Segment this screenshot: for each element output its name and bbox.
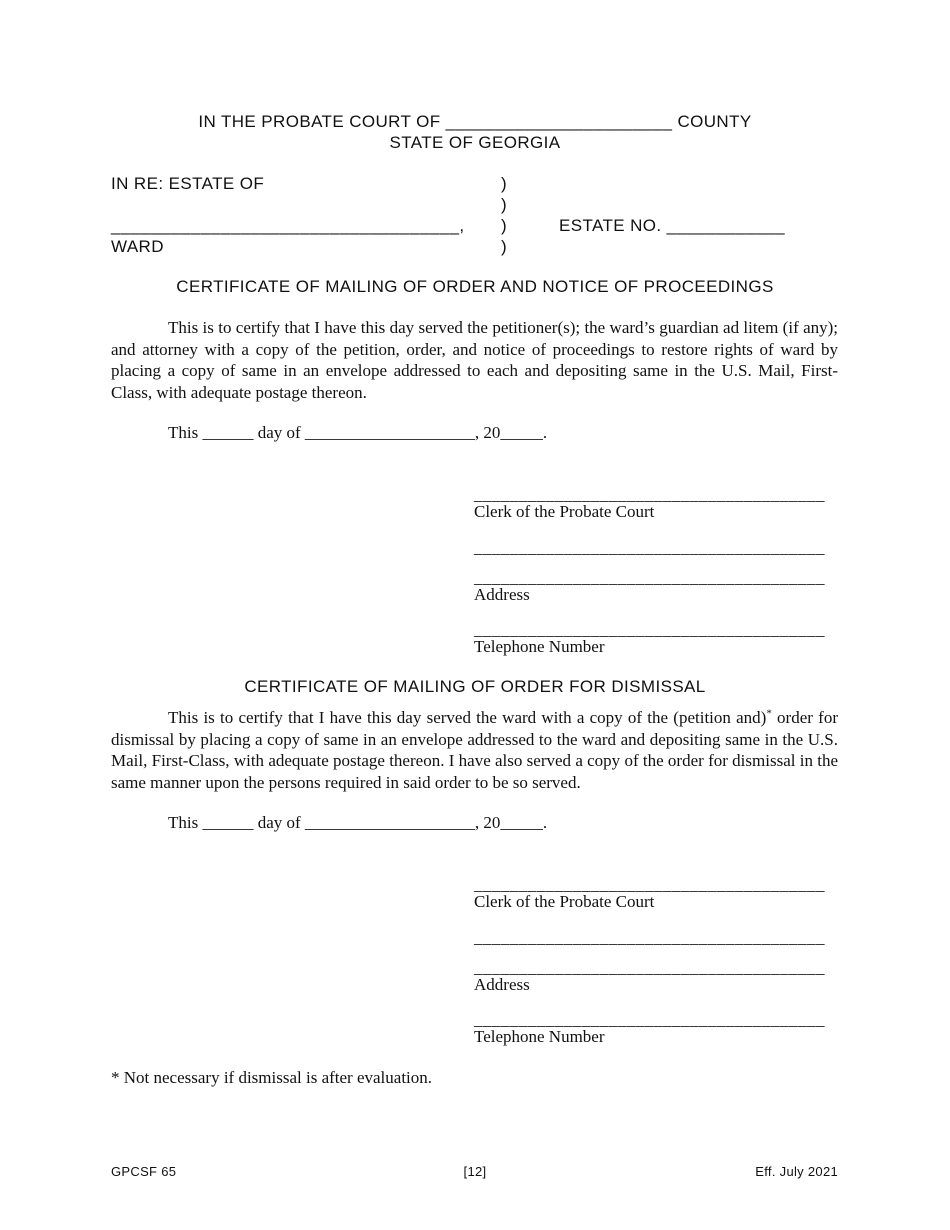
telephone-label: Telephone Number — [474, 637, 605, 656]
page-number: [12] — [463, 1164, 487, 1179]
ward-name-blank: ___________________________________, — [111, 216, 465, 235]
form-id: GPCSF 65 — [111, 1164, 177, 1179]
footnote-marker: * — [766, 707, 772, 720]
address-line: _______________________________________ — [474, 928, 825, 947]
address-line: _______________________________________ — [474, 958, 825, 977]
section2-date-line: This ______ day of ____________________, 20_____. — [168, 813, 548, 832]
section1-title: CERTIFICATE OF MAILING OF ORDER AND NOTICE OF PROCEEDINGS — [176, 277, 774, 296]
section2-body: This is to certify that I have this day served the ward with a copy of the (petition and)* order for dismissal by placing a copy of same in an envelope addressed to the ward and depositing same in the U.S. Mail, First-Class, with adequate postage thereon. I have also served a copy of the order for dismissal in the same manner upon the persons required in said order to be so served. — [111, 707, 838, 792]
address-line: _______________________________________ — [474, 538, 825, 557]
ward-label: WARD — [111, 237, 164, 256]
caption-paren: ) — [501, 195, 508, 214]
caption-paren: ) — [501, 174, 508, 193]
in-re-label: IN RE: ESTATE OF — [111, 174, 265, 193]
clerk-label: Clerk of the Probate Court — [474, 892, 655, 911]
telephone-line: _______________________________________ — [474, 1010, 825, 1029]
state-heading: STATE OF GEORGIA — [389, 133, 561, 152]
court-heading: IN THE PROBATE COURT OF _______________________ COUNTY — [198, 112, 752, 131]
address-label: Address — [474, 975, 530, 994]
signature-line: _______________________________________ — [474, 485, 825, 504]
caption-paren: ) — [501, 216, 508, 235]
address-label: Address — [474, 585, 530, 604]
footnote: * Not necessary if dismissal is after evaluation. — [111, 1068, 433, 1087]
section1-body: This is to certify that I have this day served the petitioner(s); the ward’s guardian ad litem (if any); and attorney with a copy of the petition, order, and notice of proceedings to restore rights of ward by placing a copy of same in an envelope addressed to each and depositing same in the U.S. Mail, First-Class, with adequate postage thereon. — [111, 318, 838, 402]
section1-date-line: This ______ day of ____________________, 20_____. — [168, 423, 548, 442]
address-line: _______________________________________ — [474, 568, 825, 587]
telephone-label: Telephone Number — [474, 1027, 605, 1046]
telephone-line: _______________________________________ — [474, 620, 825, 639]
section2-title: CERTIFICATE OF MAILING OF ORDER FOR DISMISSAL — [244, 677, 706, 696]
clerk-label: Clerk of the Probate Court — [474, 502, 655, 521]
signature-line: _______________________________________ — [474, 875, 825, 894]
effective-date: Eff. July 2021 — [755, 1164, 838, 1179]
caption-paren: ) — [501, 237, 508, 256]
estate-number-field: ESTATE NO. ____________ — [559, 216, 785, 235]
